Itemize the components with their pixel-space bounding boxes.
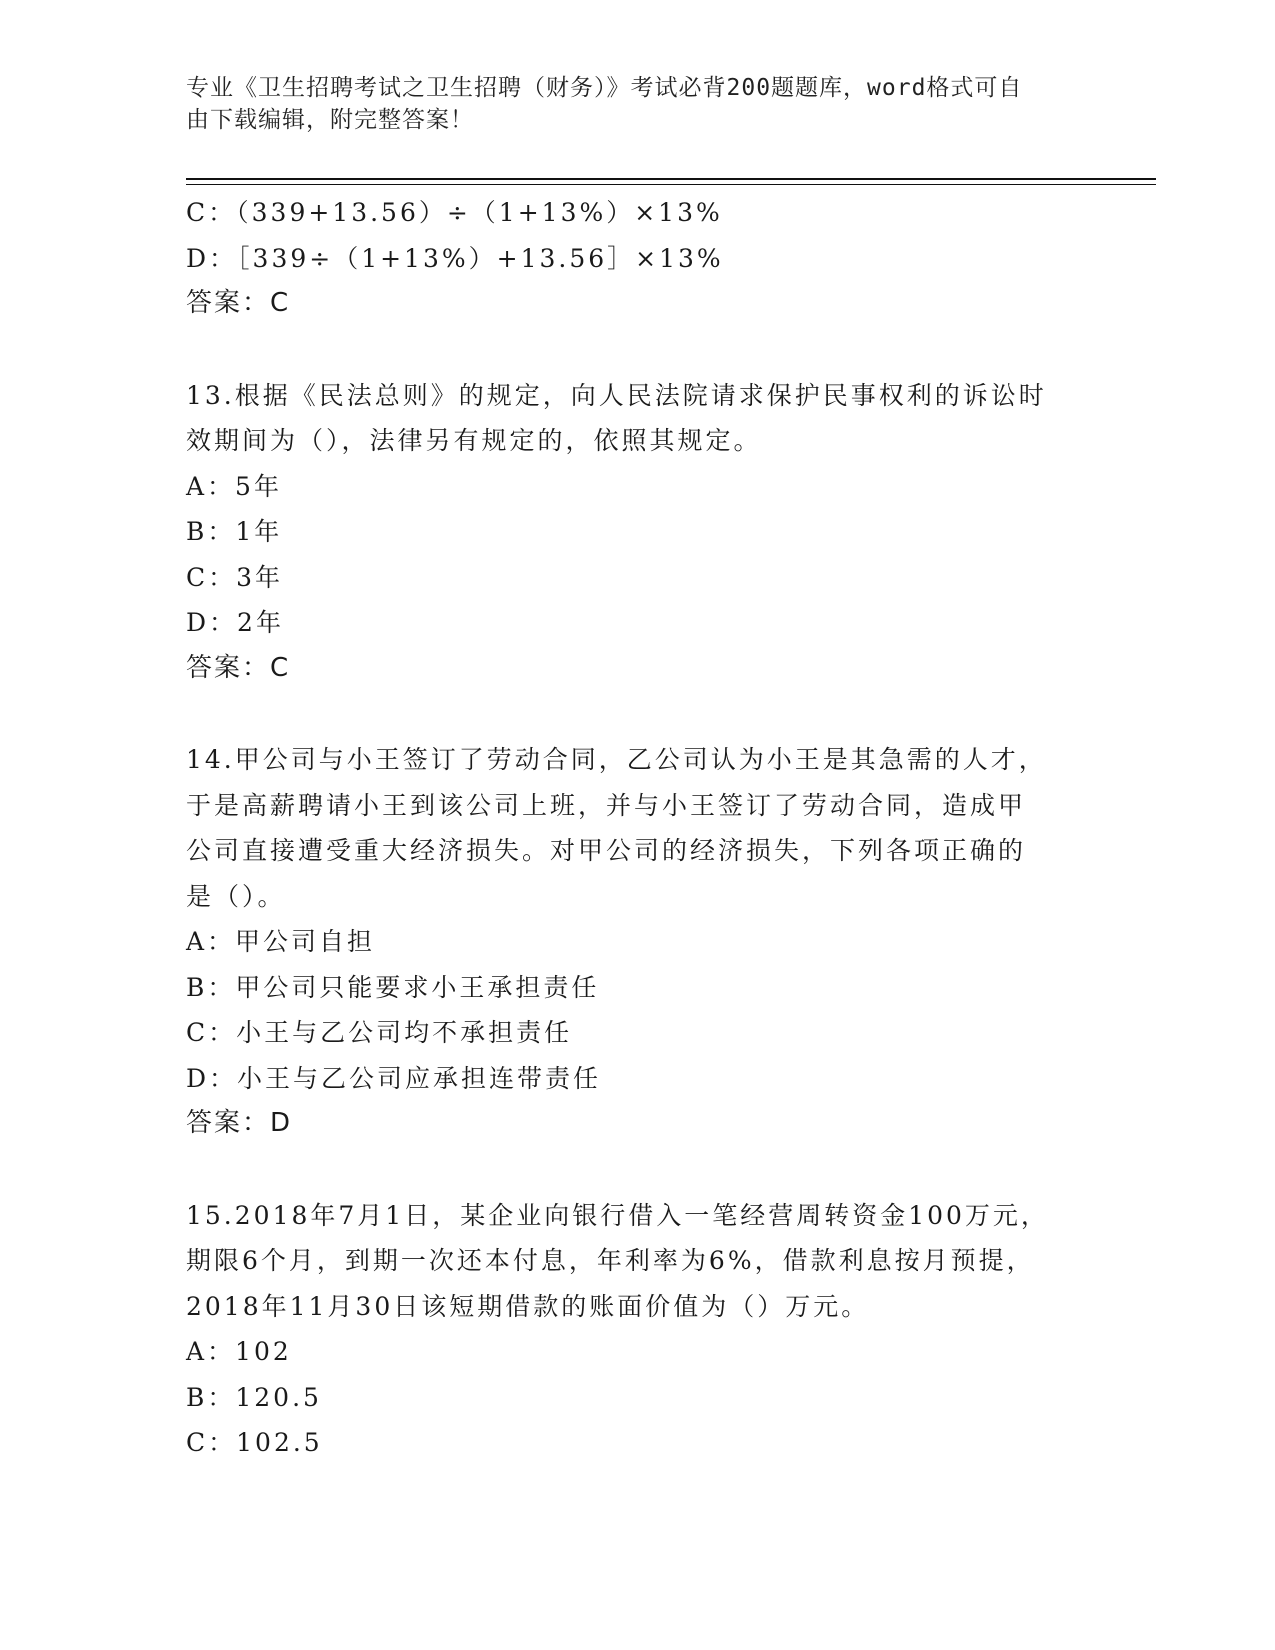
q15-option-a: A：102: [186, 1337, 292, 1366]
q13-option-b: B：1年: [186, 517, 283, 546]
q14-stem-line-4: 是（）。: [186, 881, 286, 911]
question-14: [186, 737, 1066, 1147]
q14-option-b: B：甲公司只能要求小王承担责任: [186, 972, 600, 1002]
spacer: [186, 327, 1066, 373]
q14-answer: 答案：D: [186, 1108, 293, 1138]
question-12: [186, 190, 1066, 327]
header-divider-thick: [186, 178, 1156, 180]
document-header: [186, 72, 1066, 136]
q14-option-c: C：小王与乙公司均不承担责任: [186, 1018, 573, 1047]
header-line-2: 由下载编辑，附完整答案！: [186, 107, 474, 133]
q14-option-d: D：小王与乙公司应承担连带责任: [186, 1063, 602, 1093]
q13-stem-line-2: 效期间为（），法律另有规定的，依照其规定。: [186, 426, 762, 455]
question-15: [186, 1193, 1066, 1466]
q13-answer: 答案：C: [186, 652, 291, 683]
q14-stem-line-3: 公司直接遭受重大经济损失。对甲公司的经济损失，下列各项正确的: [186, 836, 1027, 865]
q13-option-a: A：5年: [186, 471, 282, 501]
q13-stem-line-1: 13.根据《民法总则》的规定，向人民法院请求保护民事权利的诉讼时: [186, 380, 1047, 410]
q13-option-d: D：2年: [186, 608, 284, 637]
q13-option-c: C：3年: [186, 562, 284, 592]
q15-stem-line-2: 期限6个月，到期一次还本付息，年利率为6%，借款利息按月预提，: [186, 1246, 1035, 1275]
q12-answer: 答案：C: [186, 288, 291, 318]
q14-stem-line-1: 14.甲公司与小王签订了劳动合同，乙公司认为小王是其急需的人才，: [186, 745, 1047, 774]
header-divider-thin: [186, 184, 1156, 185]
q15-stem-line-3: 2018年11月30日该短期借款的账面价值为（）万元。: [186, 1291, 870, 1321]
q12-option-c: C：（339+13.56）÷（1+13%）×13%: [186, 198, 723, 227]
spacer: [186, 691, 1066, 737]
q15-option-c: C：102.5: [186, 1428, 323, 1457]
question-content: [186, 190, 1066, 1466]
spacer: [186, 1147, 1066, 1193]
question-13: [186, 373, 1066, 692]
q14-stem-line-2: 于是高薪聘请小王到该公司上班，并与小王签订了劳动合同，造成甲: [186, 790, 1027, 820]
q14-option-a: A：甲公司自担: [186, 927, 376, 956]
q15-stem-line-1: 15.2018年7月1日，某企业向银行借入一笔经营周转资金100万元，: [186, 1200, 1049, 1230]
q15-option-b: B：120.5: [186, 1382, 322, 1412]
q12-option-d: D：［339÷（1+13%）+13.56］×13%: [186, 243, 724, 273]
header-line-1: 专业《卫生招聘考试之卫生招聘（财务）》考试必背200题题库，word格式可自: [186, 75, 1023, 101]
